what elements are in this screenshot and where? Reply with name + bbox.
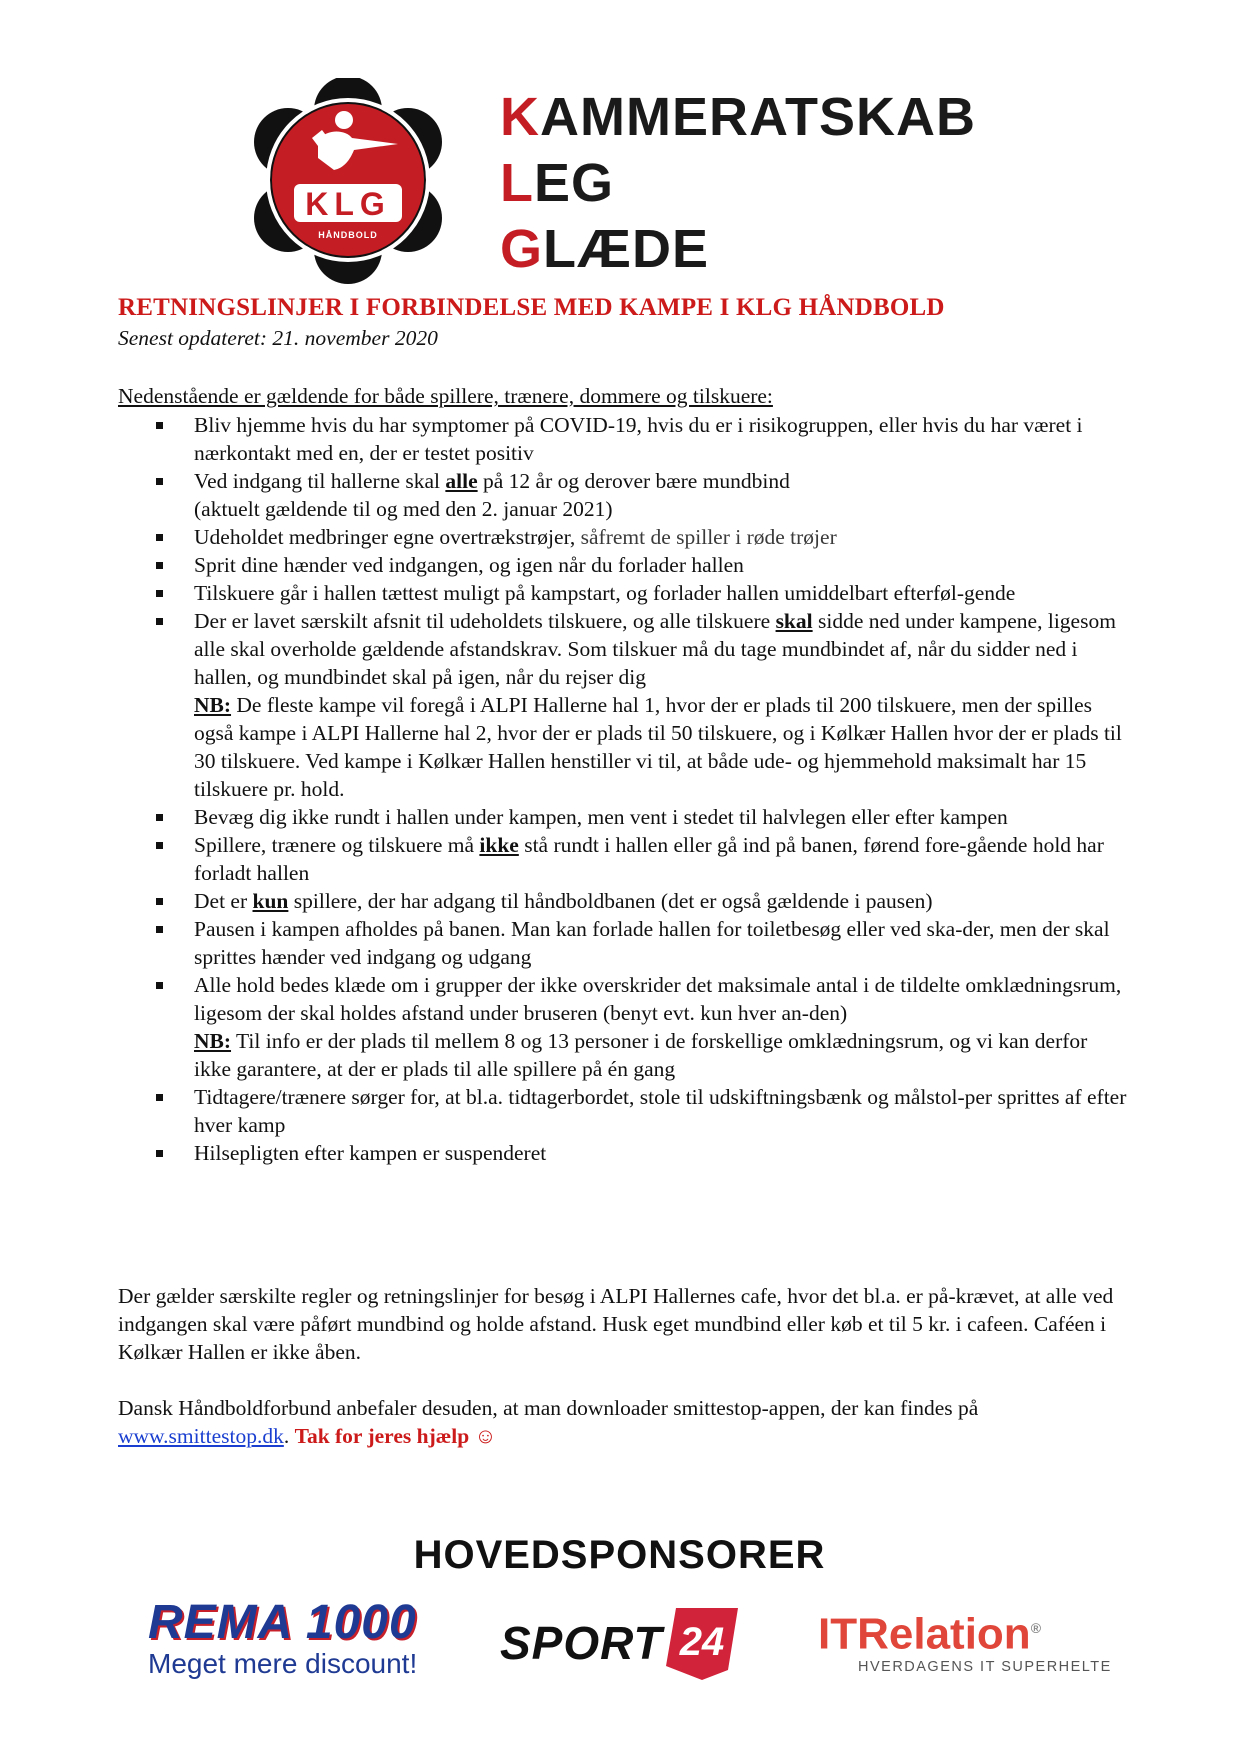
list-item: Spillere, trænere og tilskuere må ikke stå rundt i hallen eller gå ind på banen, førend fore-gående hold har forladt hallen bbox=[118, 831, 1128, 887]
tagline-row-glaede: GLÆDE bbox=[500, 219, 710, 279]
rema-tagline: Meget mere discount! bbox=[148, 1648, 418, 1679]
bullet-square-icon bbox=[156, 814, 163, 821]
nb-label: NB: bbox=[194, 693, 232, 717]
klg-logo bbox=[248, 78, 448, 286]
list-item: Pausen i kampen afholdes på banen. Man kan forlade hallen for toiletbesøg eller ved ska-der, men der skal sprittes hænder ved indgang og udgang bbox=[118, 915, 1128, 971]
bullet-square-icon bbox=[156, 982, 163, 989]
logo-subtext: HÅNDBOLD bbox=[318, 230, 378, 240]
rema-1000-logo bbox=[148, 1598, 444, 1682]
emphasis-ikke: ikke bbox=[479, 833, 519, 857]
bullet-square-icon bbox=[156, 1150, 163, 1157]
tagline-row-leg: LEG bbox=[500, 153, 615, 213]
list-item: Bevæg dig ikke rundt i hallen under kampen, men vent i stedet til halvlegen eller efter kampen bbox=[118, 803, 1128, 831]
sport24-logo bbox=[500, 1598, 750, 1684]
guidelines-list bbox=[118, 411, 1128, 1167]
bullet-square-icon bbox=[156, 478, 163, 485]
bullet-square-icon bbox=[156, 534, 163, 541]
list-item: Alle hold bedes klæde om i grupper der ikke overskrider det maksimale antal i de tildelte omklædningsrum, ligesom der skal holdes afstand under bruseren (benyt evt. kun hver an-den) NB: Til info er der plads til mellem 8 og 13 personer i de forskellige omklædningsrum, og vi kan derfor ikke garantere, at der er plads til alle spillere på én gang bbox=[118, 971, 1128, 1083]
bullet-square-icon bbox=[156, 618, 163, 625]
itrelation-name: ITRelation® bbox=[818, 1609, 1042, 1659]
bullet-square-icon bbox=[156, 422, 163, 429]
tagline-row-kammeratskab: KAMMERATSKAB bbox=[500, 87, 976, 147]
smittestop-link[interactable]: www.smittestop.dk bbox=[118, 1424, 284, 1448]
sport24-number: 24 bbox=[679, 1620, 725, 1664]
list-item: Sprit dine hænder ved indgangen, og igen når du forlader hallen bbox=[118, 551, 1128, 579]
sponsors-heading: HOVEDSPONSORER bbox=[413, 1533, 826, 1577]
sport24-name: SPORT bbox=[500, 1617, 663, 1669]
last-updated: Senest opdateret: 21. november 2020 bbox=[118, 326, 438, 350]
list-item: Tidtagere/trænere sørger for, at bl.a. tidtagerbordet, stole til udskiftningsbænk og målstol-per sprittes af efter hver kamp bbox=[118, 1083, 1128, 1139]
emphasis-alle: alle bbox=[445, 469, 478, 493]
list-item: Hilsepligten efter kampen er suspenderet bbox=[118, 1139, 1128, 1167]
thanks-text: Tak for jeres hjælp ☺ bbox=[294, 1424, 497, 1448]
nb-label: NB: bbox=[194, 1029, 232, 1053]
itrelation-logo bbox=[818, 1604, 1112, 1684]
bullet-square-icon bbox=[156, 926, 163, 933]
list-item: Tilskuere går i hallen tættest muligt på kampstart, og forlader hallen umiddelbart efterføl-gende bbox=[118, 579, 1128, 607]
bullet-square-icon bbox=[156, 590, 163, 597]
rema-name: REMA 1000 bbox=[148, 1596, 417, 1649]
list-item: Bliv hjemme hvis du har symptomer på COVID-19, hvis du er i risikogruppen, eller hvis du har været i nærkontakt med en, der er testet positiv bbox=[118, 411, 1128, 467]
bullet-square-icon bbox=[156, 1094, 163, 1101]
list-item: Ved indgang til hallerne skal alle på 12 år og derover bære mundbind (aktuelt gældende til og med den 2. januar 2021) bbox=[118, 467, 1128, 523]
club-tagline bbox=[500, 84, 976, 282]
bullet-square-icon bbox=[156, 842, 163, 849]
list-item: Det er kun spillere, der har adgang til håndboldbanen (det er også gældende i pausen) bbox=[118, 887, 1128, 915]
bullet-square-icon bbox=[156, 562, 163, 569]
list-item: Der er lavet særskilt afsnit til udeholdets tilskuere, og alle tilskuere skal sidde ned under kampene, ligesom alle skal overholde gældende afstandskrav. Som tilskuer må du tage mundbindet af, når du sidder ned i hallen, og mundbindet skal på igen, når du rejser dig NB: De fleste kampe vil foregå i ALPI Hallerne hal 1, hvor der er plads til 200 tilskuere, men der spilles også kampe i ALPI Hallerne hal 2, hvor der er plads til 50 tilskuere, og i Kølkær Hallen hvor der er plads til 30 tilskuere. Ved kampe i Kølkær Hallen henstiller vi til, at både ude- og hjemmehold maksimalt har 15 tilskuere pr. hold. bbox=[118, 607, 1128, 803]
emphasis-skal: skal bbox=[775, 609, 813, 633]
list-item: Udeholdet medbringer egne overtrækstrøjer, såfremt de spiller i røde trøjer bbox=[118, 523, 1128, 551]
bullet-square-icon bbox=[156, 898, 163, 905]
logo-text: KLG bbox=[305, 186, 391, 222]
smittestop-paragraph: Dansk Håndboldforbund anbefaler desuden, at man downloader smittestop-appen, der kan findes på www.smittestop.dk. Tak for jeres hjælp ☺ bbox=[118, 1396, 979, 1448]
document-title: RETNINGSLINJER I FORBINDELSE MED KAMPE I KLG HÅNDBOLD bbox=[118, 294, 945, 321]
emphasis-kun: kun bbox=[252, 889, 289, 913]
itrelation-tagline: HVERDAGENS IT SUPERHELTE bbox=[858, 1658, 1112, 1675]
intro-line: Nedenstående er gældende for både spillere, trænere, dommere og tilskuere: bbox=[118, 384, 773, 408]
cafe-paragraph: Der gælder særskilte regler og retningslinjer for besøg i ALPI Hallernes cafe, hvor det bl.a. er på-krævet, at alle ved indgangen skal være påført mundbind og holde afstand. Husk eget mundbind eller køb et til 5 kr. i cafeen. Caféen i Kølkær Hallen er ikke åben. bbox=[118, 1284, 1114, 1364]
